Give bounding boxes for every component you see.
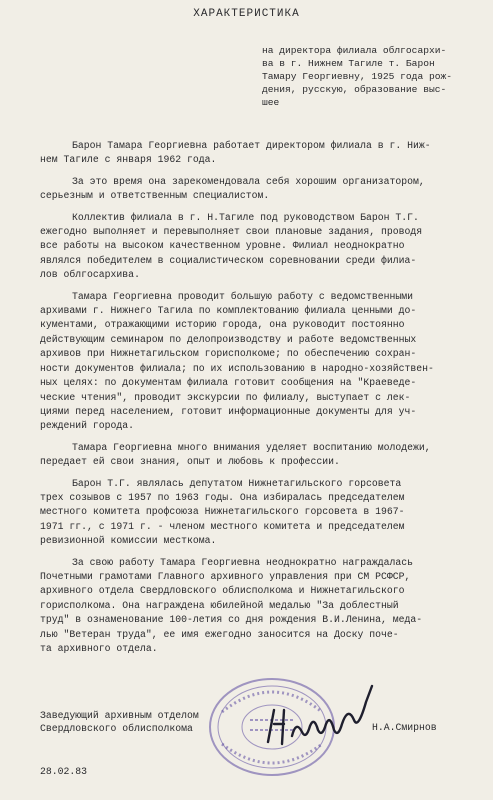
document-body xyxy=(40,139,480,663)
text-line: Коллектив филиала в г. Н.Тагиле под руководством Барон Т.Г. xyxy=(72,211,419,223)
text-line: нем Тагиле с января 1962 года. xyxy=(40,154,217,166)
position-line: Заведующий архивным отделом xyxy=(40,710,199,721)
text-line: кументами, отражающими историю города, она руководит постоянно xyxy=(40,319,405,331)
text-line: ности документов филиала; по их использованию в народно-хозяйствен- xyxy=(40,362,434,374)
paragraph xyxy=(40,139,480,168)
text-line: 1971 гг., с 1971 г. - членом местного комитета и председателем xyxy=(40,520,405,532)
paragraph xyxy=(40,441,480,470)
paragraph xyxy=(40,211,480,283)
text-line: лью "Ветеран труда", ее имя ежегодно заносится на Доску поче- xyxy=(40,628,399,640)
addressee-block xyxy=(262,44,484,109)
text-line: архивного отдела Свердловского облисполкома и Нижнетагильского xyxy=(40,585,405,597)
document-date: 28.02.83 xyxy=(40,766,88,777)
text-line: архивов при Нижнетагильском горисполкоме; по обеспечению сохран- xyxy=(40,348,417,360)
text-line: Барон Тамара Георгиевна работает директором филиала в г. Ниж- xyxy=(72,140,431,151)
text-line: лов облгосархива. xyxy=(40,269,140,281)
text-line: передает ей свои знания, опыт и любовь к профессии. xyxy=(40,456,340,468)
text-line: труд" в ознаменование 100-летия со дня рождения В.И.Ленина, меда- xyxy=(40,614,423,626)
text-line: та архивного отдела. xyxy=(40,643,158,654)
text-line: ных целях: по документам филиала готовит сообщения на "Краеведе- xyxy=(40,377,417,389)
text-line: ежегодно выполняет и перевыполняет свои плановые задания, проводя xyxy=(40,226,423,238)
addressee-line: шее xyxy=(262,97,280,108)
text-line: действующим семинаром по делопроизводству и работе ведомственных xyxy=(40,333,417,345)
text-line: Почетными грамотами Главного архивного управления при СМ РСФСР, xyxy=(40,570,411,582)
text-line: трех созывов с 1957 по 1963 годы. Она избиралась председателем xyxy=(40,491,405,503)
paragraph xyxy=(40,556,480,657)
text-line: Тамара Георгиевна проводит большую работу с ведомственными xyxy=(72,290,413,302)
text-line: За свою работу Тамара Георгиевна неоднократно награждалась xyxy=(72,556,413,568)
text-line: являлся победителем в социалистическом соревновании среди филиа- xyxy=(40,254,417,266)
text-line: ческие чтения", проводит экскурсии по филиалу, выступает с лек- xyxy=(40,391,411,403)
addressee-line: дения, русскую, образование выс- xyxy=(262,84,447,95)
position-line: Свердловского облисполкома xyxy=(40,723,193,734)
addressee-line: на директора филиала облгосархи- xyxy=(262,45,447,56)
text-line: реждений города. xyxy=(40,420,135,432)
text-line: все работы на высоком качественном уровне. Филиал неоднократно xyxy=(40,240,405,252)
paragraph xyxy=(40,477,480,549)
addressee-line: ва в г. Нижнем Тагиле т. Барон xyxy=(262,58,435,69)
text-line: серьезным и ответственным специалистом. xyxy=(40,190,270,202)
text-line: Тамара Георгиевна много внимания уделяет воспитанию молодежи, xyxy=(72,441,431,453)
text-line: архивами г. Нижнего Тагила по комплектованию филиала ценными до- xyxy=(40,305,417,317)
handwritten-signature xyxy=(262,680,382,760)
paragraph xyxy=(40,175,480,204)
signatory-name: Н.А.Смирнов xyxy=(372,722,437,733)
text-line: ревизионной комиссии месткома. xyxy=(40,535,217,547)
text-line: За это время она зарекомендовала себя хорошим организатором, xyxy=(72,175,425,187)
signatory-position xyxy=(40,709,199,735)
paragraph xyxy=(40,290,480,434)
text-line: Барон Т.Г. являлась депутатом Нижнетагильского горсовета xyxy=(72,477,402,489)
document-title: ХАРАКТЕРИСТИКА xyxy=(193,8,300,20)
text-line: циями перед населением, готовит информационные документы для уч- xyxy=(40,405,417,417)
addressee-line: Тамару Георгиевну, 1925 года рож- xyxy=(262,71,452,82)
text-line: горисполкома. Она награждена юбилейной медалью "За доблестный xyxy=(40,599,399,611)
text-line: местного комитета профсоюза Нижнетагильского горсовета в 1967- xyxy=(40,506,405,518)
